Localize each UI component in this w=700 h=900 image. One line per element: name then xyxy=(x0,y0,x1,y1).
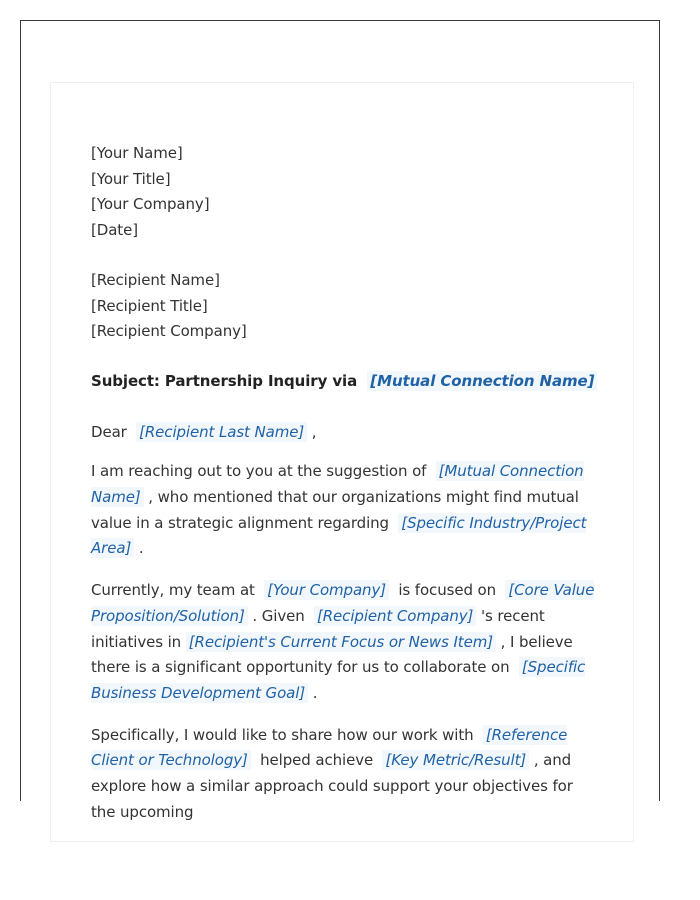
letter-date: [Date] xyxy=(91,221,138,240)
placeholder-bd-goal: [Specific Business Development Goal] xyxy=(91,658,586,702)
paragraph-text: . Given xyxy=(252,606,305,625)
sender-company: [Your Company] xyxy=(91,195,210,214)
placeholder-industry-area: [Specific Industry/Project Area] xyxy=(91,513,587,558)
paragraph-text: is focused on xyxy=(398,581,497,600)
paragraph-text: . xyxy=(138,539,144,558)
placeholder-recipient-focus: [Recipient's Current Focus or News Item] xyxy=(186,632,496,652)
paragraph-text: I am reaching out to you at the suggestion of xyxy=(91,462,427,481)
paragraph-text: helped achieve xyxy=(260,751,374,770)
greeting xyxy=(91,420,601,446)
placeholder-recipient-company: [Recipient Company] xyxy=(314,606,476,626)
recipient-name: [Recipient Name] xyxy=(91,270,220,289)
placeholder-mutual-connection: [Mutual Connection Name] xyxy=(367,371,597,391)
paragraph-intro xyxy=(91,459,601,562)
sender-name: [Your Name] xyxy=(91,144,183,162)
recipient-title: [Recipient Title] xyxy=(91,296,208,315)
letter-body xyxy=(91,141,601,825)
placeholder-mutual-connection: [Mutual Connection Name] xyxy=(91,462,584,507)
paragraph-text: Currently, my team at xyxy=(91,581,255,600)
paragraph-text: , and explore how a similar approach could support your objectives for the upcoming xyxy=(91,751,573,821)
placeholder-key-metric: [Key Metric/Result] xyxy=(382,750,529,770)
paragraph-text: 's recent initiatives in xyxy=(91,606,545,651)
letter-page xyxy=(50,82,634,842)
subject-line xyxy=(91,369,601,395)
placeholder-reference-client: [Reference Client or Technology] xyxy=(91,725,568,770)
document-frame xyxy=(20,20,660,821)
paragraph-specifics xyxy=(91,723,601,826)
placeholder-your-company: [Your Company] xyxy=(264,580,389,600)
sender-block xyxy=(91,141,601,244)
paragraph-focus xyxy=(91,578,601,707)
paragraph-text: . xyxy=(312,683,318,702)
paragraph-text: , I believe there is a significant opportunity for us to collaborate on xyxy=(91,632,573,677)
greeting-comma: , xyxy=(311,422,317,441)
recipient-block xyxy=(91,268,601,345)
sender-title: [Your Title] xyxy=(91,169,171,188)
placeholder-recipient-last-name: [Recipient Last Name] xyxy=(136,422,307,442)
recipient-company: [Recipient Company] xyxy=(91,322,247,341)
placeholder-core-value: [Core Value Proposition/Solution] xyxy=(91,581,595,625)
subject-prefix: Subject: Partnership Inquiry via xyxy=(91,371,358,390)
greeting-dear: Dear xyxy=(91,422,127,441)
paragraph-text: , who mentioned that our organizations might find mutual value in a strategic alignment regarding xyxy=(91,488,579,532)
paragraph-text: Specifically, I would like to share how our work with xyxy=(91,725,474,744)
